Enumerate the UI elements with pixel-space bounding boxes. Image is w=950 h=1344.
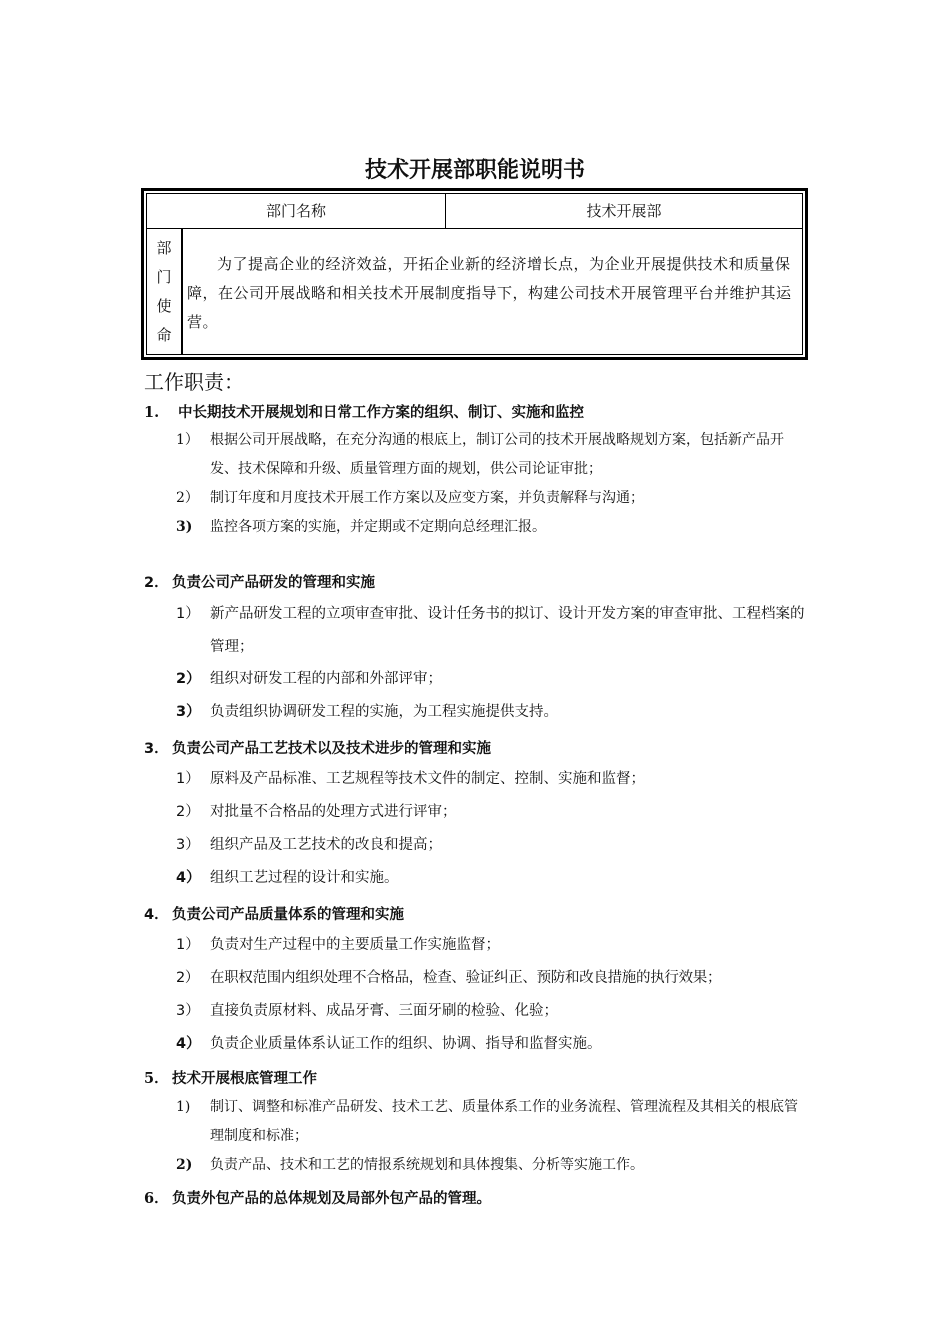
item-number: 1） xyxy=(176,606,200,622)
mission-label-char: 门 xyxy=(156,267,172,286)
item-text: 负责组织协调研发工程的实施，为工程实施提供支持。 xyxy=(210,704,558,720)
list-item xyxy=(176,426,808,484)
item-text: 组织工艺过程的设计和实施。 xyxy=(210,870,399,886)
item-number: 3） xyxy=(176,837,200,853)
item-text: 原料及产品标准、工艺规程等技术文件的制定、控制、实施和监督； xyxy=(210,771,645,787)
item-number: 2） xyxy=(176,804,200,820)
mission-label-char: 使 xyxy=(156,296,172,315)
section-heading xyxy=(144,1067,317,1088)
department-name-label: 部门名称 xyxy=(147,194,446,229)
section-number: 3． xyxy=(144,741,169,757)
list-item xyxy=(176,829,808,862)
section-number: 2． xyxy=(144,575,169,591)
list-item xyxy=(176,484,808,513)
list-item xyxy=(176,1028,808,1061)
item-text: 制订、调整和标准产品研发、技术工艺、质量体系工作的业务流程、管理流程及其相关的根底管理制度和标准； xyxy=(210,1099,798,1144)
item-number: 2） xyxy=(176,671,201,687)
list-item xyxy=(176,763,808,796)
item-number: 3） xyxy=(176,1003,200,1019)
section-heading xyxy=(144,1187,491,1208)
list-item xyxy=(176,513,808,542)
duties-heading: 工作职责： xyxy=(144,370,244,394)
item-number: 1） xyxy=(176,937,200,953)
item-number: 2） xyxy=(176,970,200,986)
item-text: 对批量不合格品的处理方式进行评审； xyxy=(210,804,457,820)
item-number: 1) xyxy=(176,1099,191,1115)
item-number: 2） xyxy=(176,490,199,506)
section-number: 4． xyxy=(144,907,169,923)
list-item xyxy=(176,995,808,1028)
section-title: 中长期技术开展规划和日常工作方案的组织、制订、实施和监控 xyxy=(178,404,584,421)
item-text: 在职权范围内组织处理不合格品，检查、验证纠正、预防和改良措施的执行效果； xyxy=(210,970,722,986)
section-heading xyxy=(144,737,491,758)
item-text: 根据公司开展战略，在充分沟通的根底上，制订公司的技术开展战略规划方案，包括新产品开发、技术保障和升级、质量管理方面的规划，供公司论证审批； xyxy=(210,432,784,477)
list-item xyxy=(176,962,808,995)
department-info-table xyxy=(141,188,808,360)
item-text: 直接负责原材料、成品牙膏、三面牙刷的检验、化验； xyxy=(210,1003,558,1019)
item-number: 4） xyxy=(176,870,201,886)
item-text: 制订年度和月度技术开展工作方案以及应变方案，并负责解释与沟通； xyxy=(210,490,644,506)
department-mission-label xyxy=(147,229,183,354)
item-text: 新产品研发工程的立项审查审批、设计任务书的拟订、设计开发方案的审查审批、工程档案的管理； xyxy=(210,606,805,655)
list-item xyxy=(176,1093,808,1151)
section-heading xyxy=(144,903,404,924)
section-number: 6． xyxy=(144,1190,169,1207)
item-text: 组织产品及工艺技术的改良和提高； xyxy=(210,837,442,853)
department-name-value: 技术开展部 xyxy=(446,194,802,229)
section-heading xyxy=(144,401,584,422)
item-text: 负责产品、技术和工艺的情报系统规划和具体搜集、分析等实施工作。 xyxy=(210,1157,644,1173)
section-heading xyxy=(144,571,375,592)
mission-label-char: 命 xyxy=(156,325,172,344)
item-text: 负责企业质量体系认证工作的组织、协调、指导和监督实施。 xyxy=(210,1036,602,1052)
section-number: 5． xyxy=(144,1070,169,1087)
item-number: 2) xyxy=(176,1157,193,1173)
section-title: 负责公司产品研发的管理和实施 xyxy=(172,575,375,591)
list-item xyxy=(176,663,808,696)
section-number: 1. xyxy=(144,404,160,421)
list-item xyxy=(176,598,808,664)
list-item xyxy=(176,929,808,962)
section-title: 技术开展根底管理工作 xyxy=(172,1070,317,1087)
item-number: 3) xyxy=(176,519,193,535)
section-title: 负责公司产品质量体系的管理和实施 xyxy=(172,907,404,923)
item-text: 负责对生产过程中的主要质量工作实施监督； xyxy=(210,937,500,953)
list-item xyxy=(176,1151,808,1180)
item-number: 1） xyxy=(176,432,199,448)
item-text: 监控各项方案的实施，并定期或不定期向总经理汇报。 xyxy=(210,519,546,535)
mission-label-char: 部 xyxy=(156,238,172,257)
list-item xyxy=(176,696,808,729)
department-mission-text: 为了提高企业的经济效益，开拓企业新的经济增长点，为企业开展提供技术和质量保障，在公司开展战略和相关技术开展制度指导下，构建公司技术开展管理平台并维护其运营。 xyxy=(187,255,792,331)
list-item xyxy=(176,796,808,829)
section-title: 负责外包产品的总体规划及局部外包产品的管理。 xyxy=(172,1190,491,1207)
document-title: 技术开展部职能说明书 xyxy=(364,158,585,183)
item-number: 1） xyxy=(176,771,200,787)
item-text: 组织对研发工程的内部和外部评审； xyxy=(210,671,442,687)
item-number: 3） xyxy=(176,704,201,720)
item-number: 4） xyxy=(176,1036,201,1052)
section-title: 负责公司产品工艺技术以及技术进步的管理和实施 xyxy=(172,741,491,757)
list-item xyxy=(176,862,808,895)
